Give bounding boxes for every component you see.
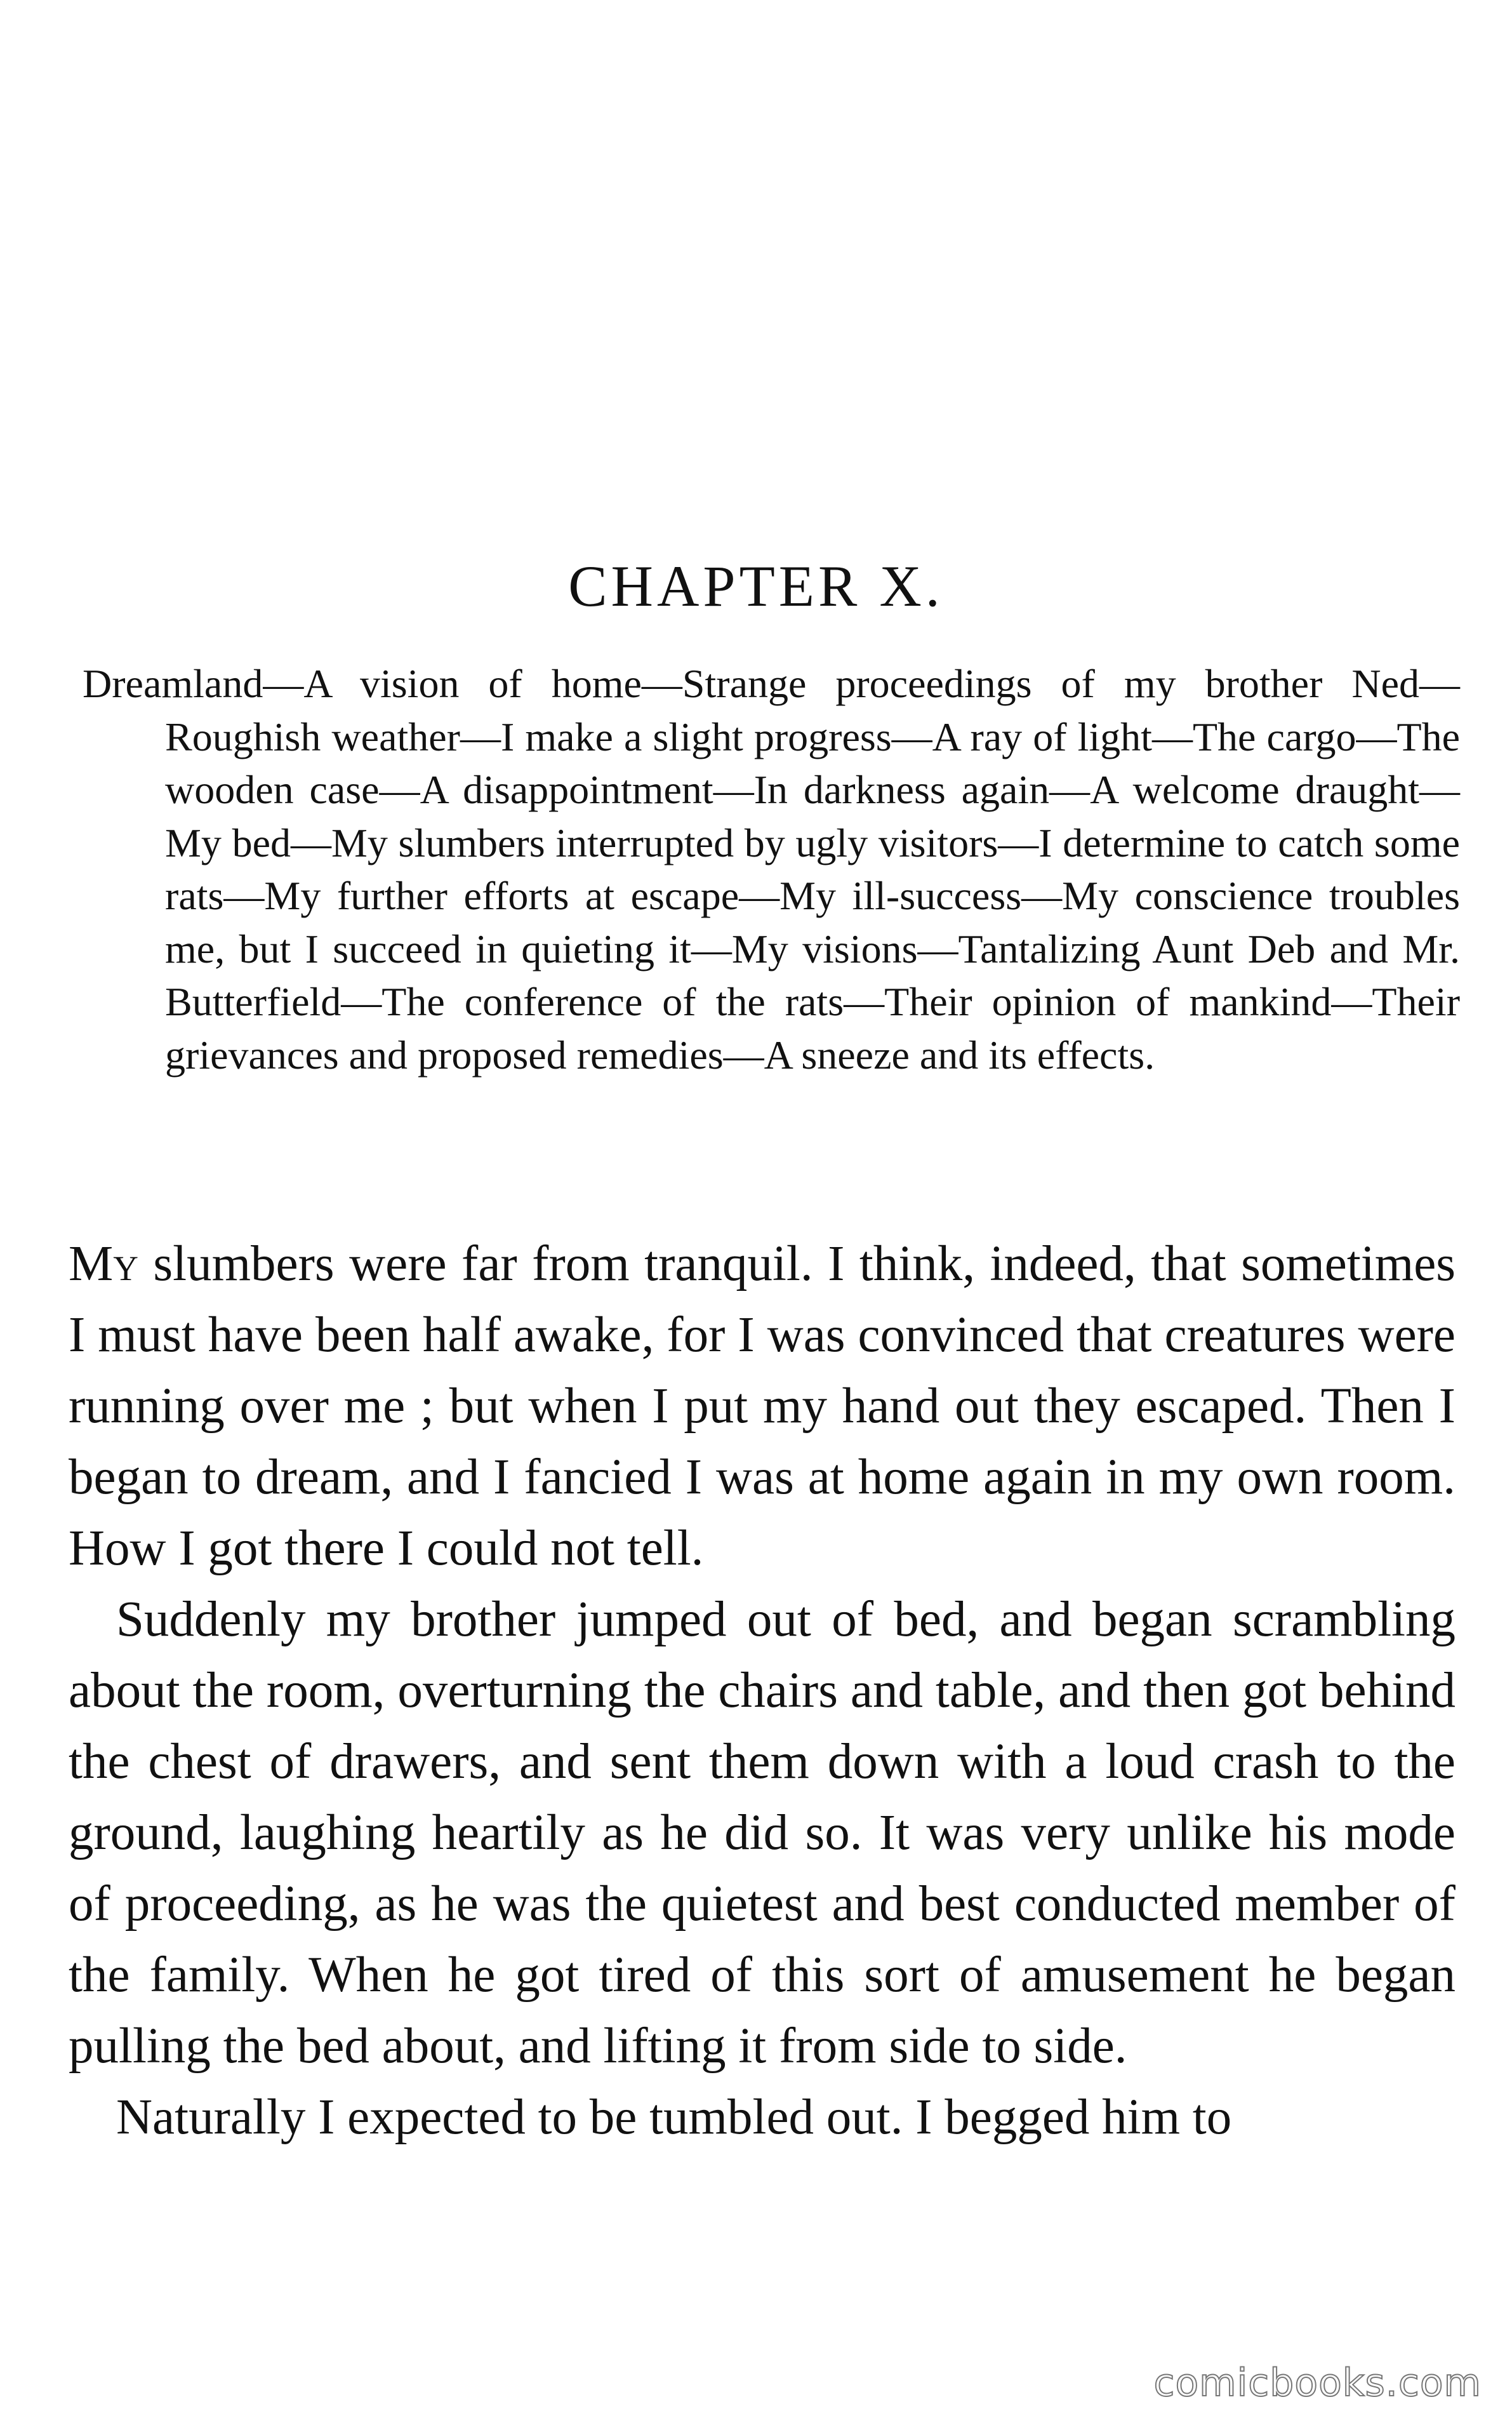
paragraph-3: Naturally I expected to be tumbled out. I begged him to xyxy=(116,2090,1232,2145)
paragraph-1-lead: My xyxy=(69,1236,138,1292)
paragraph-2: Suddenly my brother jumped out of bed, and began scrambling about the room, overturning the chairs and table, and then got behind the chest of drawers, and sent them down with a loud crash to the ground, laughing heartily as he did so. It was very unlike his mode of proceeding, as he was the quietest and best conducted member of the family. When he got tired of this sort of amusement he began pulling the bed about, and lifting it from side to side. xyxy=(69,1592,1456,2074)
watermark: comicbooks.com xyxy=(1153,2361,1482,2405)
paragraph-1-text: slumbers were far from tranquil. I think, indeed, that sometimes I must have been half awake, for I was convinced that creatures were running over me ; but when I put my hand out they escaped. Then I began to dream, and I fancied I was at home again in my own room. How I got there I could not tell. xyxy=(69,1236,1456,1576)
chapter-body xyxy=(69,1229,1456,2153)
paragraph-1 xyxy=(69,1229,1456,1584)
chapter-title: CHAPTER X. xyxy=(568,554,944,618)
chapter-summary: Dreamland—A vision of home—Strange proceedings of my brother Ned—Roughish weather—I make a slight progress—A ray of light—The cargo—The wooden case—A disappointment—In darkness again—A welcome draught—My bed—My slumbers interrupted by ugly visitors—I determine to catch some rats—My further efforts at escape—My ill-success—My conscience troubles me, but I succeed in quieting it—My visions—Tantalizing Aunt Deb and Mr. Butterfield—The conference of the rats—Their opinion of mankind—Their grievances and proposed remedies—A sneeze and its effects. xyxy=(83,661,1460,1078)
